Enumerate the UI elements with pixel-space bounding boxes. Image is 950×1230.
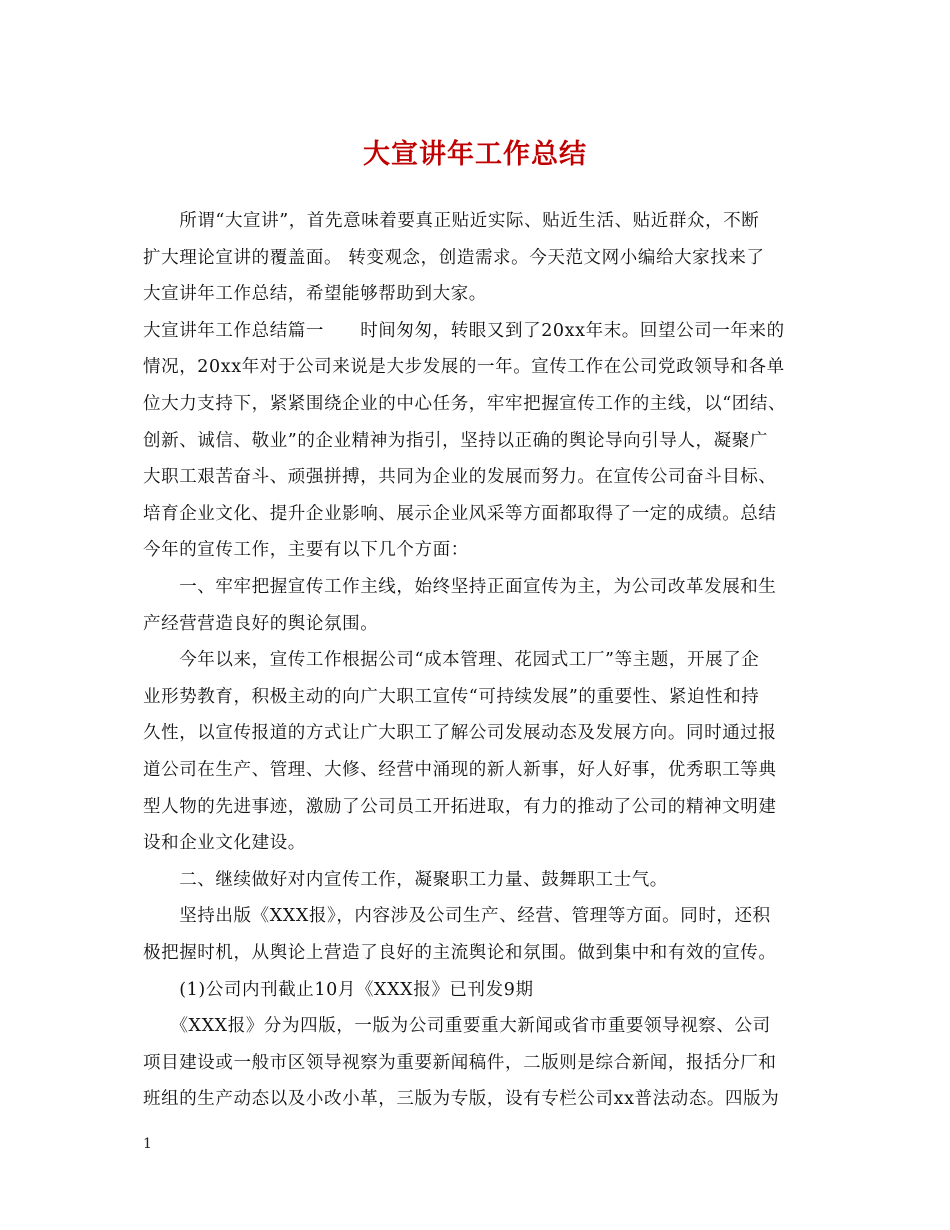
body-line: 业形势教育，积极主动的向广大职工宣传“可持续发展”的重要性、紧迫性和持 bbox=[143, 686, 760, 707]
body-line: 情况，20xx年对于公司来说是大步发展的一年。宣传工作在公司党政领导和各单 bbox=[143, 357, 785, 378]
body-line: 型人物的先进事迹，激励了公司员工开拓进取，有力的推动了公司的精神文明建 bbox=[143, 796, 777, 817]
document-title: 大宣讲年工作总结 bbox=[363, 139, 587, 170]
body-line: 久性，以宣传报道的方式让广大职工了解公司发展动态及发展方向。同时通过报 bbox=[143, 723, 777, 744]
body-line: 极把握时机，从舆论上营造了良好的主流舆论和氛围。做到集中和有效的宣传。 bbox=[143, 943, 777, 963]
body-line: 扩大理论宣讲的覆盖面。 转变观念，创造需求。今天范文网小编给大家找来了 bbox=[143, 247, 765, 268]
body-line: 创新、诚信、敬业”的企业精神为指引，坚持以正确的舆论导向引导人，凝聚广 bbox=[143, 430, 768, 451]
body-line: 道公司在生产、管理、大修、经营中涌现的新人新事，好人好事，优秀职工等典 bbox=[143, 760, 777, 780]
body-line: 一、牢牢把握宣传工作主线，始终坚持正面宣传为主，为公司改革发展和生 bbox=[143, 577, 777, 597]
body-line: 坚持出版《XXX报》，内容涉及公司生产、经营、管理等方面。同时，还积 bbox=[143, 906, 771, 927]
body-line: 大宣讲年工作总结篇一 时间匆匆，转眼又到了20xx年末。回望公司一年来的 bbox=[143, 320, 785, 341]
body-line: 大职工艰苦奋斗、顽强拼搏，共同为企业的发展而努力。在宣传公司奋斗目标、 bbox=[143, 467, 777, 488]
body-line: 今年以来，宣传工作根据公司“成本管理、花园式工厂”等主题，开展了企 bbox=[143, 650, 760, 671]
body-line: 培育企业文化、提升企业影响、展示企业风采等方面都取得了一定的成绩。总结 bbox=[143, 503, 777, 524]
body-line: 今年的宣传工作，主要有以下几个方面： bbox=[143, 540, 469, 561]
body-line: 所谓“大宣讲”，首先意味着要真正贴近实际、贴近生活、贴近群众，不断 bbox=[143, 211, 760, 231]
body-line: 大宣讲年工作总结，希望能够帮助到大家。 bbox=[143, 284, 487, 305]
body-line: 位大力支持下，紧紧围绕企业的中心任务，牢牢把握宣传工作的主线，以“团结、 bbox=[143, 394, 787, 414]
body-line: 二、继续做好对内宣传工作，凝聚职工力量、鼓舞职工士气。 bbox=[143, 869, 668, 890]
body-line: 产经营营造良好的舆论氛围。 bbox=[143, 613, 379, 634]
body-line: 《XXX报》分为四版，一版为公司重要重大新闻或省市重要领导视察、公司 bbox=[143, 1016, 771, 1037]
body-line: 项目建设或一般市区领导视察为重要新闻稿件，二版则是综合新闻，报括分厂和 bbox=[143, 1052, 777, 1073]
body-line: (1)公司内刊截止10月《XXX报》已刊发9期 bbox=[143, 979, 534, 1000]
body-line: 设和企业文化建设。 bbox=[143, 833, 306, 854]
body-line: 班组的生产动态以及小改小革，三版为专版，设有专栏公司xx普法动态。四版为 bbox=[143, 1089, 780, 1110]
page-number: 1 bbox=[143, 1136, 152, 1152]
